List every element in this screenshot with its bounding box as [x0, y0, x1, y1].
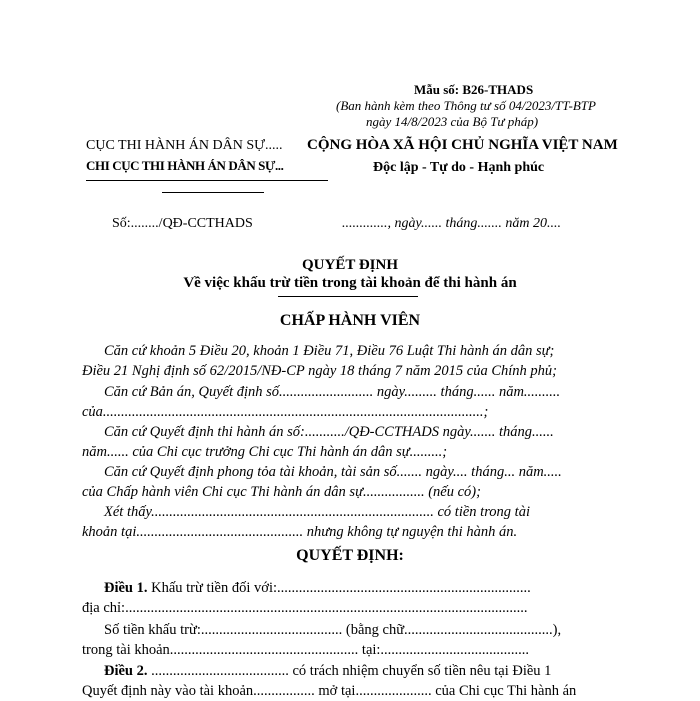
sub-agency-underline: [86, 180, 328, 181]
basis-1: [82, 341, 620, 381]
article-2-line2: Quyết định này vào tài khoản................. mở tại..................... của Chi cục Thi hành án: [82, 683, 577, 699]
decision-title: QUYẾT ĐỊNH: [302, 257, 398, 273]
decision-heading: QUYẾT ĐỊNH:: [296, 547, 404, 564]
article-2-text: ...................................... có trách nhiệm chuyển số tiền nêu tại Điều 1: [147, 663, 552, 679]
decision-subject: Về việc khấu trừ tiền trong tài khoản để thi hành án: [183, 275, 517, 291]
basis-4-line2: của Chấp hành viên Chi cục Thi hành án dân sự................. (nếu có);: [82, 484, 481, 500]
form-number: Mẫu số: B26-THADS: [414, 82, 534, 97]
basis-4: [82, 462, 620, 502]
article-2-label: Điều 2.: [104, 663, 148, 679]
article-1-amount: Số tiền khấu trừ:....................................... (bằng chữ.........................................),: [104, 622, 562, 638]
basis-4-line1: Căn cứ Quyết định phong tỏa tài khoản, tài sản số....... ngày.... tháng... năm.....: [104, 464, 562, 480]
article-1-label: Điều 1.: [104, 580, 148, 596]
subject-divider: [278, 296, 418, 297]
sub-agency-name: CHI CỤC THI HÀNH ÁN DÂN SỰ...: [86, 158, 284, 173]
nation-motto: Độc lập - Tự do - Hạnh phúc: [373, 160, 545, 175]
basis-1-line2: Điều 21 Nghị định số 62/2015/NĐ-CP ngày 18 tháng 7 năm 2015 của Chính phủ;: [82, 363, 558, 379]
basis-5-line2: khoản tại.............................................. nhưng không tự nguyện thi hành án.: [82, 524, 518, 540]
place-date: ............., ngày...... tháng....... năm 20....: [342, 216, 561, 231]
nation-name: CỘNG HÒA XÃ HỘI CHỦ NGHĨA VIỆT NAM: [307, 137, 618, 153]
basis-2: [82, 382, 620, 422]
article-1-address: địa chỉ:...............................................................................................................: [82, 600, 528, 616]
article-1: [82, 578, 620, 618]
basis-2-line2: của.........................................................................................................;: [82, 404, 489, 420]
basis-2-line1: Căn cứ Bản án, Quyết định số.......................... ngày......... tháng...... năm..........: [104, 384, 561, 400]
basis-3: [82, 422, 620, 462]
decision-number: Số:......../QĐ-CCTHADS: [112, 216, 253, 231]
basis-3-line1: Căn cứ Quyết định thi hành án số:.........../QĐ-CCTHADS ngày....... tháng......: [104, 424, 554, 440]
article-1-amount-block: [82, 620, 620, 660]
basis-5: [82, 502, 620, 542]
authority-title: CHẤP HÀNH VIÊN: [279, 312, 421, 329]
article-1-text: Khấu trừ tiền đối với:......................................................................: [147, 580, 531, 596]
left-divider: [162, 192, 264, 193]
agency-name: CỤC THI HÀNH ÁN DÂN SỰ.....: [86, 138, 283, 153]
basis-5-line1: Xét thấy.............................................................................. có tiền trong tài: [104, 504, 530, 520]
article-2: [82, 661, 620, 701]
basis-1-line1: Căn cứ khoản 5 Điều 20, khoản 1 Điều 71, Điều 76 Luật Thi hành án dân sự;: [104, 343, 555, 359]
article-1-account: trong tài khoản.................................................... tại:.........................................: [82, 642, 530, 658]
form-issued-line1: (Ban hành kèm theo Thông tư số 04/2023/TT-BTP: [336, 98, 596, 113]
form-issued-line2: ngày 14/8/2023 của Bộ Tư pháp): [366, 114, 539, 129]
basis-3-line2: năm...... của Chi cục trưởng Chi cục Thi hành án dân sự.........;: [82, 444, 448, 460]
